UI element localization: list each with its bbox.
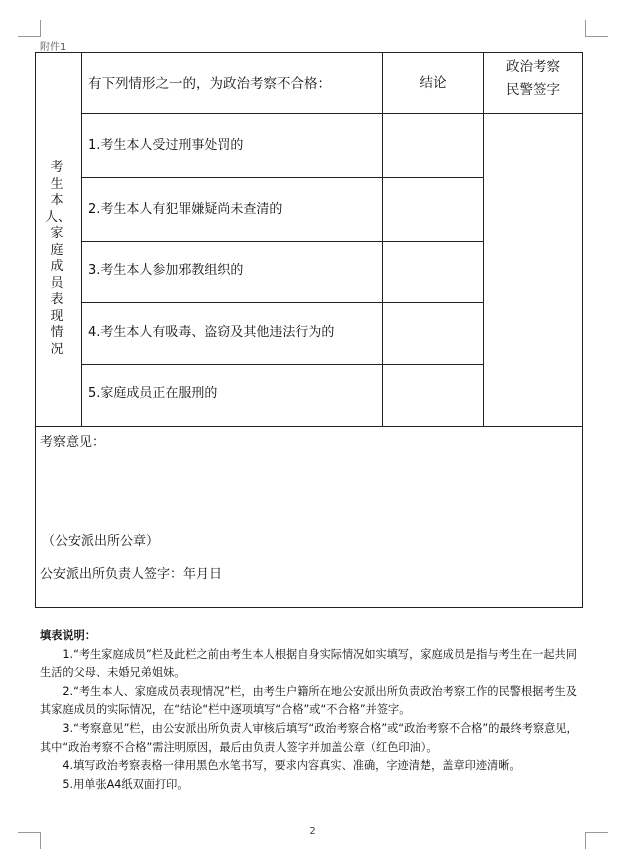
criteria-row-5: 5.家庭成员正在服刑的: [88, 386, 218, 401]
category-label: 考生本人、家庭成员表现情况: [45, 160, 72, 357]
grid-line: [81, 177, 483, 178]
notes-title: 填表说明：: [40, 629, 96, 642]
signature-header: 政治考察民警签字: [506, 59, 560, 98]
grid-line: [483, 52, 484, 426]
grid-line: [81, 241, 483, 242]
note-item-1: 1.“考生家庭成员”栏及此栏之前由考生本人根据自身实际情况如实填写，家庭成员是指与考生在一起共同生活的父母、未婚兄弟姐妹。: [40, 647, 577, 680]
conclusion-header: 结论: [419, 75, 447, 91]
note-item-3: 3.“考察意见”栏，由公安派出所负责人审核后填写“政治考察合格”或“政治考察不合格”的最终考察意见，其中“政治考察不合格”需注明原因，最后由负责人签字并加盖公章（红色印油）。: [40, 721, 578, 754]
criteria-row-1: 1.考生本人受过刑事处罚的: [88, 138, 244, 153]
criteria-row-3: 3.考生本人参加邪教组织的: [88, 263, 244, 278]
crop-mark-top-left: [18, 20, 41, 37]
note-item-5: 5.用单张A4纸双面打印。: [62, 777, 189, 791]
fill-instructions: [40, 627, 588, 794]
opinion-label: 考察意见：: [40, 435, 106, 450]
criteria-row-2: 2.考生本人有犯罪嫌疑尚未查清的: [88, 202, 283, 217]
criteria-row-4: 4.考生本人有吸毒、盗窃及其他违法行为的: [88, 325, 335, 340]
responsible-signature: 公安派出所负责人签字：年月日: [40, 567, 223, 582]
crop-mark-bottom-left: [18, 832, 41, 849]
attachment-label: 附件1: [40, 42, 67, 53]
crop-mark-top-right: [585, 20, 608, 37]
seal-label: （公安派出所公章）: [42, 534, 160, 549]
grid-line: [382, 52, 383, 426]
criteria-header: 有下列情形之一的，为政治考察不合格：: [88, 76, 331, 92]
grid-line: [81, 364, 483, 365]
page-number: 2: [309, 826, 316, 837]
note-item-4: 4.填写政治考察表格一律用黑色水笔书写，要求内容真实、准确，字迹清楚，盖章印迹清晰。: [62, 759, 521, 773]
grid-line: [81, 113, 583, 114]
grid-line: [81, 302, 483, 303]
grid-line: [35, 426, 583, 427]
crop-mark-bottom-right: [585, 832, 608, 849]
note-item-2: 2.“考生本人、家庭成员表现情况”栏，由考生户籍所在地公安派出所负责政治考察工作的民警根据考生及其家庭成员的实际情况，在“结论“栏中逐项填写“合格”或“不合格”并签字。: [40, 684, 577, 717]
grid-line: [81, 52, 82, 426]
